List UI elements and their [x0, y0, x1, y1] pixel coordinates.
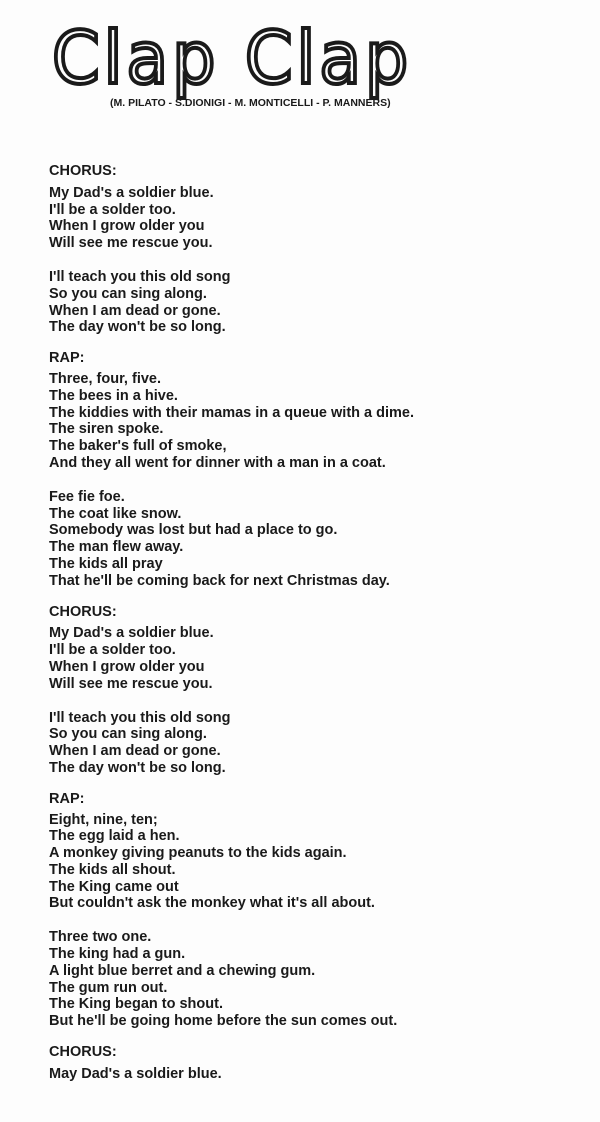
lyric-line: But couldn't ask the monkey what it's all about.	[49, 895, 375, 912]
lyric-line: That he'll be coming back for next Christmas day.	[49, 572, 390, 589]
lyric-line: A monkey giving peanuts to the kids again.	[49, 845, 347, 862]
lyric-line: The kids all pray	[49, 555, 163, 572]
lyric-line: My Dad's a soldier blue.	[49, 184, 214, 201]
stanza	[49, 929, 589, 1030]
section-label: RAP:	[49, 790, 85, 807]
lyrics-section	[49, 163, 589, 336]
lyrics-section	[49, 1044, 589, 1083]
lyric-line: So you can sing along.	[49, 285, 207, 302]
lyric-line: And they all went for dinner with a man in a coat.	[49, 454, 386, 471]
lyric-line: May Dad's a soldier blue.	[49, 1065, 222, 1082]
stanza	[49, 269, 589, 336]
lyric-line: Eight, nine, ten;	[49, 811, 158, 828]
lyric-line: Somebody was lost but had a place to go.	[49, 522, 338, 539]
song-credits: (M. PILATO - S.DIONIGI - M. MONTICELLI - P. MANNERS)	[110, 97, 391, 109]
lyric-line: When I am dead or gone.	[49, 743, 221, 760]
lyric-line: The day won't be so long.	[49, 759, 226, 776]
lyric-line: The kids all shout.	[49, 861, 176, 878]
stanza	[49, 710, 589, 777]
lyric-line: The siren spoke.	[49, 421, 164, 438]
section-label: RAP:	[49, 350, 85, 367]
stanza	[49, 625, 589, 692]
lyric-line: I'll teach you this old song	[49, 709, 231, 726]
lyric-line: But he'll be going home before the sun comes out.	[49, 1013, 398, 1030]
lyrics-section	[49, 350, 589, 589]
song-title: Clap Clap	[52, 16, 413, 100]
lyric-line: Three, four, five.	[49, 370, 161, 387]
lyric-line: The King began to shout.	[49, 996, 223, 1013]
section-label: CHORUS:	[49, 603, 117, 620]
stanza	[49, 1066, 589, 1083]
section-label: CHORUS:	[49, 1044, 117, 1061]
stanza	[49, 812, 589, 913]
stanza	[49, 185, 589, 252]
stanza	[49, 371, 589, 472]
lyric-line: Fee fie foe.	[49, 488, 125, 505]
lyrics-section	[49, 604, 589, 777]
lyric-line: I'll be a solder too.	[49, 201, 176, 218]
lyric-line: When I grow older you	[49, 658, 205, 675]
lyric-line: The egg laid a hen.	[49, 828, 180, 845]
lyrics-body	[49, 163, 589, 1097]
lyric-line: The coat like snow.	[49, 505, 182, 522]
lyric-line: Will see me rescue you.	[49, 675, 213, 692]
lyric-line: My Dad's a soldier blue.	[49, 625, 214, 642]
lyric-line: The kiddies with their mamas in a queue with a dime.	[49, 404, 414, 421]
lyric-line: The king had a gun.	[49, 946, 186, 963]
lyric-line: The gum run out.	[49, 979, 168, 996]
lyric-line: When I grow older you	[49, 218, 205, 235]
lyric-line: The day won't be so long.	[49, 319, 226, 336]
lyric-line: The bees in a hive.	[49, 387, 178, 404]
lyric-line: Three two one.	[49, 929, 152, 946]
lyric-line: I'll be a solder too.	[49, 642, 176, 659]
lyrics-section	[49, 791, 589, 1030]
section-label: CHORUS:	[49, 163, 117, 179]
lyric-line: The baker's full of smoke,	[49, 438, 227, 455]
lyric-line: The King came out	[49, 878, 179, 895]
lyric-line: So you can sing along.	[49, 726, 207, 743]
stanza	[49, 489, 589, 590]
lyric-line: I'll teach you this old song	[49, 268, 231, 285]
lyric-line: When I am dead or gone.	[49, 302, 221, 319]
lyric-line: The man flew away.	[49, 539, 184, 556]
lyric-line: A light blue berret and a chewing gum.	[49, 962, 316, 979]
lyric-line: Will see me rescue you.	[49, 235, 213, 252]
